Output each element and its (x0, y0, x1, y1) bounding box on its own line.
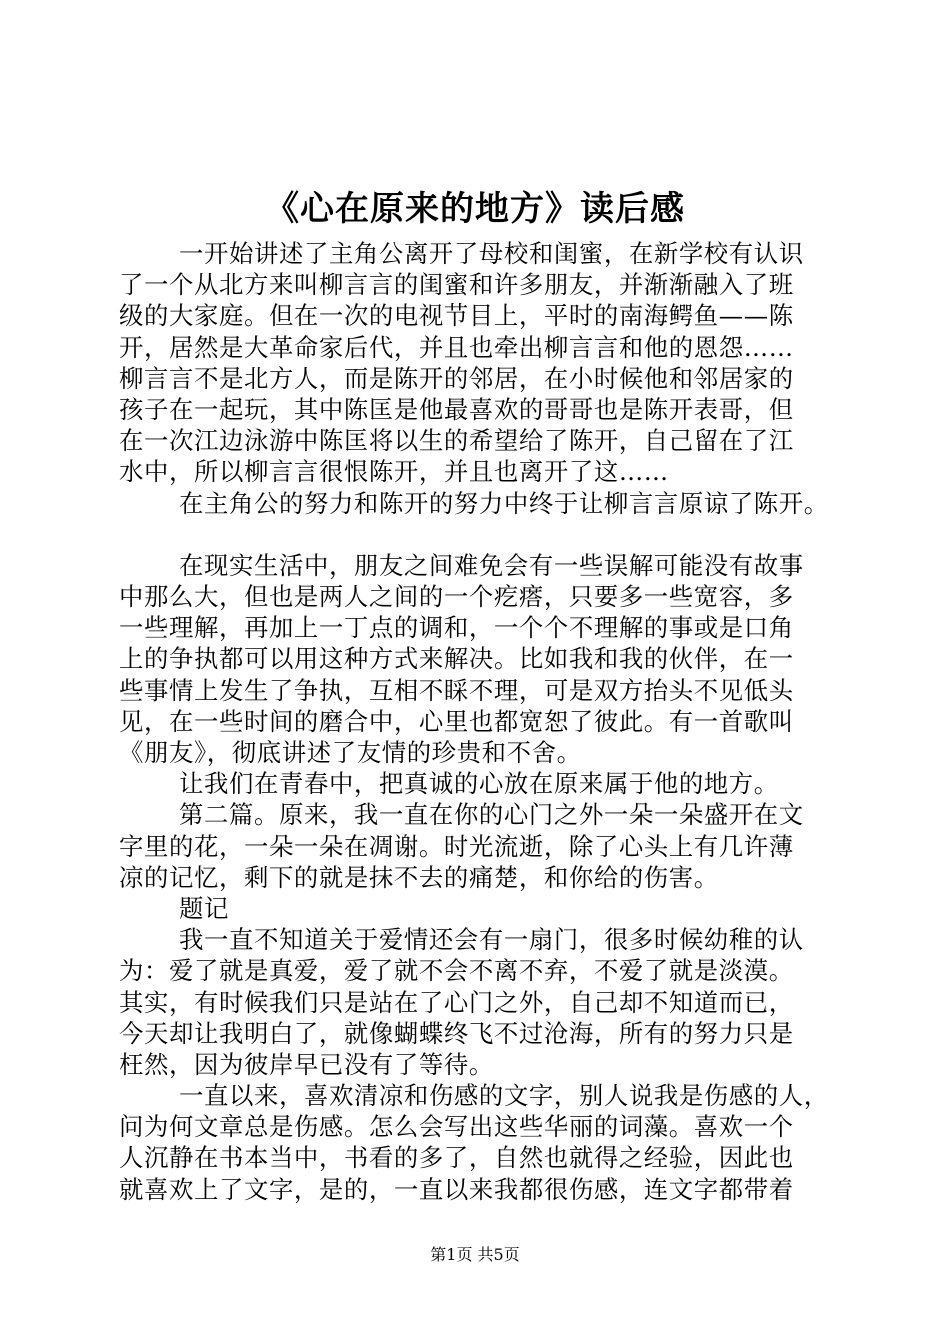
text-line: 了一个从北方来叫柳言言的闺蜜和许多朋友，并渐渐融入了班 (119, 270, 794, 300)
text-line: 我一直不知道关于爱情还会有一扇门，很多时候幼稚的认 (179, 925, 804, 955)
text-line: 见，在一些时间的磨合中，心里也都宽恕了彼此。有一首歌叫 (119, 706, 794, 736)
text-line: 开，居然是大革命家后代，并且也牵出柳言言和他的恩怨…… (119, 332, 794, 362)
text-line: 在现实生活中，朋友之间难免会有一些误解可能没有故事 (179, 550, 804, 580)
text-line: 在一次江边泳游中陈匡将以生的希望给了陈开，自己留在了江 (119, 426, 794, 456)
text-line: 一开始讲述了主角公离开了母校和闺蜜，在新学校有认识 (179, 239, 804, 268)
text-line: 其实，有时候我们只是站在了心门之外，自己却不知道而已， (119, 987, 794, 1017)
text-line: 一些理解，再加上一丁点的调和，一个个不理解的事或是口角 (119, 613, 794, 643)
text-line: 凉的记忆，剩下的就是抹不去的痛楚，和你给的伤害。 (119, 862, 719, 892)
text-line: 就喜欢上了文字，是的，一直以来我都很伤感，连文字都带着 (119, 1174, 794, 1204)
text-line: 为：爱了就是真爱，爱了就不会不离不弃，不爱了就是淡漠。 (119, 956, 794, 986)
text-line: 问为何文章总是伤感。怎么会写出这些华丽的词藻。喜欢一个 (119, 1112, 794, 1142)
text-line: 题记 (179, 893, 229, 923)
document-title: 《心在原来的地方》读后感 (265, 189, 685, 229)
text-line: 第二篇。原来，我一直在你的心门之外一朵一朵盛开在文 (179, 800, 804, 830)
text-line: 中那么大，但也是两人之间的一个疙瘩，只要多一些宽容，多 (119, 582, 794, 612)
page-footer: 第1页 共5页 (430, 1245, 520, 1264)
text-line: 柳言言不是北方人，而是陈开的邻居，在小时候他和邻居家的 (119, 363, 794, 393)
text-line: 上的争执都可以用这种方式来解决。比如我和我的伙伴，在一 (119, 644, 794, 674)
text-line: 字里的花，一朵一朵在凋谢。时光流逝，除了心头上有几许薄 (119, 831, 794, 861)
text-line: 一直以来，喜欢清凉和伤感的文字，别人说我是伤感的人， (179, 1081, 829, 1111)
text-line: 些事情上发生了争执，互相不睬不理，可是双方抬头不见低头 (119, 675, 794, 705)
text-line: 水中，所以柳言言很恨陈开，并且也离开了这…… (119, 457, 669, 487)
text-line: 人沉静在书本当中，书看的多了，自然也就得之经验，因此也 (119, 1143, 794, 1173)
text-line: 今天却让我明白了，就像蝴蝶终飞不过沧海，所有的努力只是 (119, 1018, 794, 1048)
paragraph-spacer (119, 519, 839, 550)
text-line: 枉然，因为彼岸早已没有了等待。 (119, 1049, 494, 1079)
text-line: 让我们在青春中，把真诚的心放在原来属于他的地方。 (179, 769, 779, 799)
text-line: 《朋友》，彻底讲述了友情的珍贵和不舍。 (119, 738, 582, 767)
text-line: 级的大家庭。但在一次的电视节目上，平时的南海鳄鱼——陈 (119, 301, 794, 331)
document-body (119, 238, 839, 1205)
text-line: 孩子在一起玩，其中陈匡是他最喜欢的哥哥也是陈开表哥，但 (119, 394, 794, 424)
text-line: 在主角公的努力和陈开的努力中终于让柳言言原谅了陈开。 (179, 488, 829, 518)
